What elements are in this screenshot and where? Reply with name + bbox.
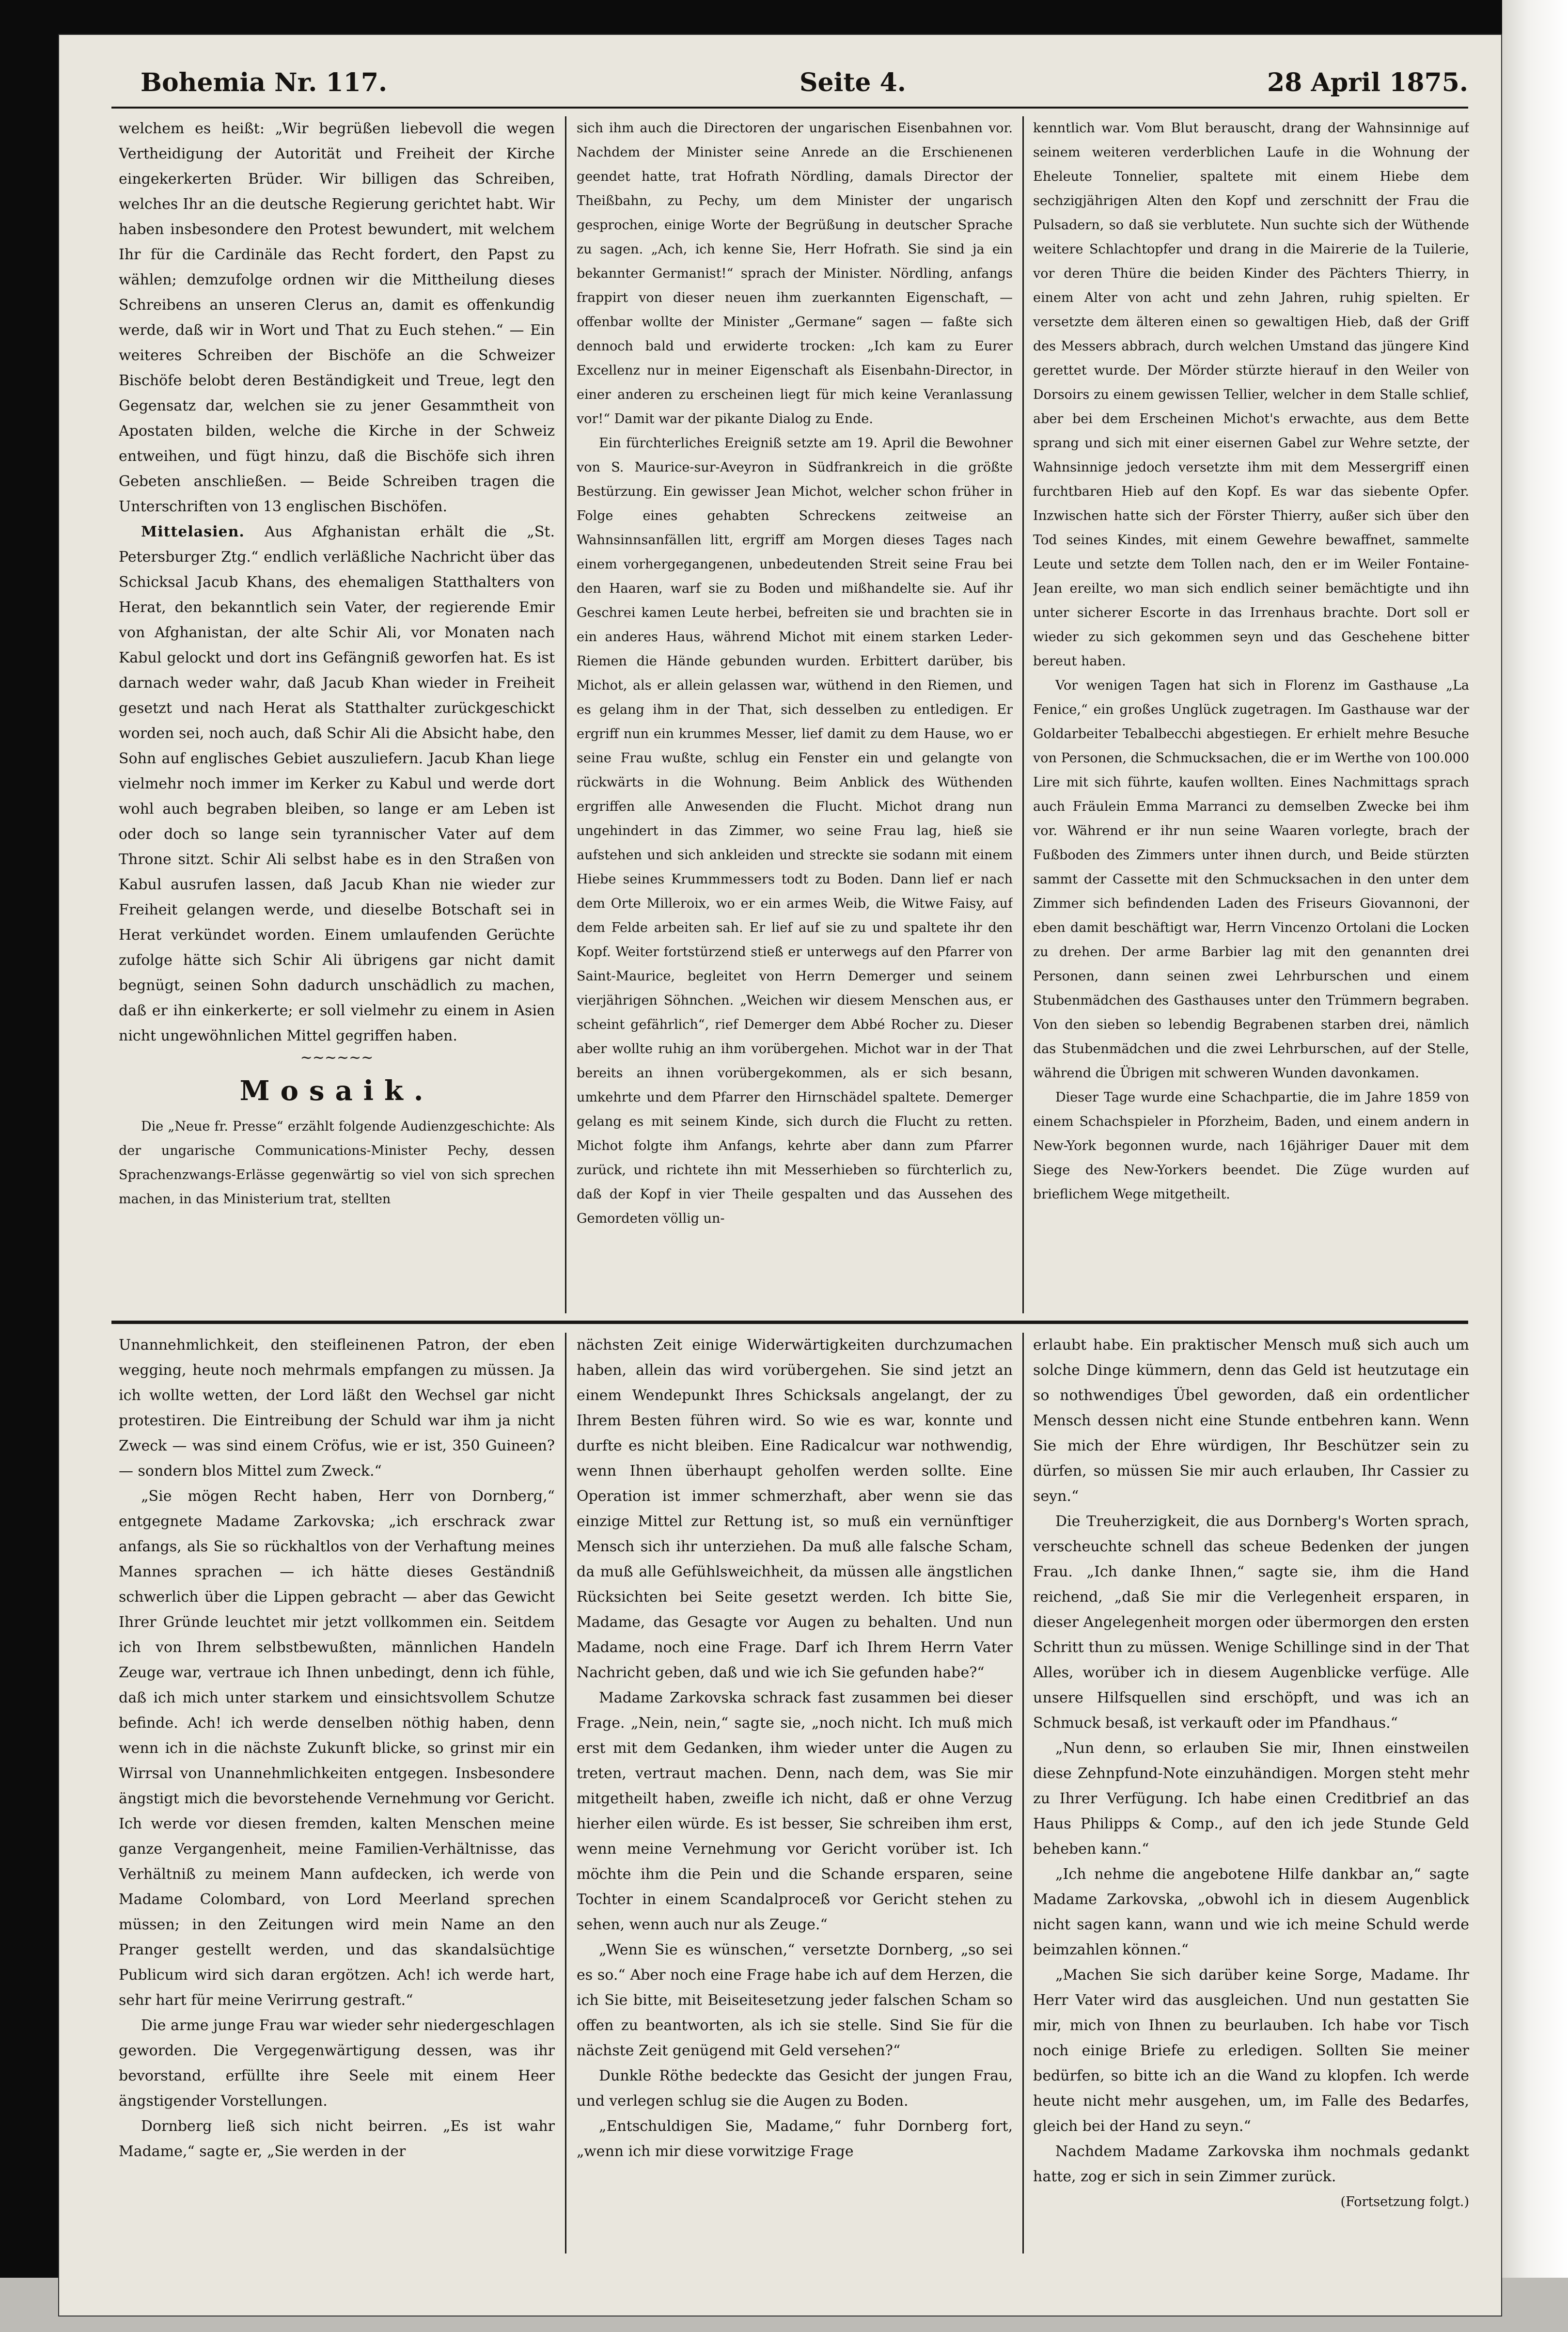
- lower-column-1: [119, 1333, 555, 2253]
- novel-text-8: Dunkle Röthe bedeckte das Gesicht der jungen Frau, und verlegen schlug sie die Augen zu Boden.: [577, 2067, 1013, 2110]
- aveyron-murders-continued: kenntlich war. Vom Blut berauscht, drang der Wahnsinnige auf seinem weiteren verderblichen Laufe in die Wohnung der Eheleute Tonnelier, spaltete mit einem Hiebe dem sechzigjährigen Alten den Kopf und zerschnitt der Frau die Pulsadern, so daß sie verblutete. Nun suchte sich der Wüthende weitere Schlachtopfer und drang in die Mairerie de la Tuilerie, vor deren Thüre die beiden Kinder des Pächters Thierry, in einem Alter von acht und zehn Jahren, ruhig spielten. Er versetzte dem älteren einen so gewaltigen Hieb, daß der Griff des Messers abbrach, durch welchen Umstand das jüngere Kind gerettet wurde. Der Mörder stürzte hierauf in den Weiler von Dorsoirs zu einem gewissen Tellier, welcher in dem Stalle schlief, aber bei dem Erscheinen Michot's erwachte, aus dem Bette sprang und sich mit einer eisernen Gabel zur Wehre setzte, der Wahnsinnige jedoch versetzte ihm mit dem Messergriff einen furchtbaren Hieb auf den Kopf. Es war das siebente Opfer. Inzwischen hatte sich der Förster Thierry, außer sich über den Tod seines Kindes, mit einem Gewehre bewaffnet, sammelte Leute und setzte dem Tollen nach, den er im Weiler Fontaine-Jean ereilte, wo man sich endlich seiner bemächtigte und ihn unter sicherer Escorte in das Irrenhaus brachte. Dort soll er wieder zu sich gekommen seyn und das Geschehene bitter bereut haben.: [1033, 121, 1469, 669]
- novel-text-3: Die arme junge Frau war wieder sehr niedergeschlagen geworden. Die Vergegenwärtigung dessen, was ihr bevorstand, erfüllte ihre Seele mit einem Heer ängstigender Vorstellungen.: [119, 2017, 555, 2110]
- bishops-letter-text: welchem es heißt: „Wir begrüßen liebevoll die wegen Vertheidigung der Autorität und Freiheit der Kirche eingekerkerten Brüder. Wir billigen das Schreiben, welches Ihr an die deutsche Regierung gerichtet habt. Wir haben insbesondere den Protest bewundert, mit welchem Ihr für die Cardinäle das Recht fordert, den Papst zu wählen; demzufolge ordnen wir die Mittheilung dieses Schreibens an unseren Clerus an, damit es offenkundig werde, daß wir in Wort und That zu Euch stehen.“ — Ein weiteres Schreiben der Bischöfe an die Schweizer Bischöfe belobt deren Beständigkeit und Treue, legt den Gegensatz dar, welchen sie zu jener Gesammtheit von Apostaten bilden, welche die Kirche in der Schweiz entweihen, und fügt hinzu, daß die Bischöfe sich ihren Gebeten anschließen. — Beide Schreiben tragen die Unterschriften von 13 englischen Bischöfen.: [119, 120, 555, 515]
- novel-text-13: „Ich nehme die angebotene Hilfe dankbar an,“ sagte Madame Zarkovska, „obwohl ich in diesem Augenblick nicht sagen kann, wann und wie ich meine Schuld werde beimzahlen können.“: [1033, 1866, 1469, 1958]
- feuilleton-divider-rule: [111, 1321, 1468, 1324]
- novel-text-15: Nachdem Madame Zarkovska ihm nochmals gedankt hatte, zog er sich in sein Zimmer zurück.: [1033, 2143, 1469, 2185]
- newspaper-page: [58, 34, 1502, 2316]
- novel-text-4: Dornberg ließ sich nicht beirren. „Es ist wahr Madame,“ sagte er, „Sie werden in der: [119, 2118, 555, 2160]
- masthead-page-number: Seite 4.: [800, 68, 906, 97]
- novel-text-6: Madame Zarkovska schrack fast zusammen bei dieser Frage. „Nein, nein,“ sagte sie, „noch nicht. Ich muß mich erst mit dem Gedanken, ihm wieder unter die Augen zu treten, vertraut machen. Denn, nach dem, was Sie mir mitgetheilt haben, zweifle ich nicht, daß er ohne Verzug hierher eilen würde. Es ist besser, Sie schreiben ihm erst, wenn meine Vernehmung vor Gericht vorüber ist. Ich möchte ihm die Pein und die Schande ersparen, seine Tochter in einem Scandalproceß vor Gericht stehen zu sehen, wenn auch nur als Zeuge.“: [577, 1689, 1013, 1933]
- scan-margin-right: [1502, 0, 1568, 2332]
- column-rule-upper-1: [565, 116, 566, 1313]
- novel-text-1: Unannehmlichkeit, den steifleinenen Patron, der eben wegging, heute noch mehrmals empfangen zu müssen. Ja ich wollte wetten, der Lord läßt den Wechsel gar nicht protestiren. Die Eintreibung der Schuld war ihm ja nicht Zweck — was sind einem Cröfus, wie er ist, 350 Guineen? — sondern blos Mittel zum Zweck.“: [119, 1337, 555, 1480]
- upper-column-1: [119, 116, 555, 1313]
- lower-column-2: [577, 1333, 1013, 2253]
- chess-game-text: Dieser Tage wurde eine Schachpartie, die im Jahre 1859 von einem Schachspieler in Pforzheim, Baden, und einem andern in New-York begonnen wurde, nach 16jähriger Dauer mit dem Siege des New-Yorkers beendet. Die Züge wurden auf brieflichem Wege mitgetheilt.: [1033, 1090, 1469, 1202]
- to-be-continued-note: (Fortsetzung folgt.): [1340, 2194, 1469, 2209]
- masthead-date: 28 April 1875.: [1267, 68, 1468, 97]
- section-divider-ornament: ∼∼∼∼∼∼: [300, 1049, 374, 1066]
- masthead: [111, 63, 1468, 102]
- novel-text-7: „Wenn Sie es wünschen,“ versetzte Dornberg, „so sei es so.“ Aber noch eine Frage habe ich auf dem Herzen, die ich Sie bitte, mit Beiseitesetzung jeder falschen Scham so offen zu beantworten, als ich sie stelle. Sind Sie für die nächste Zeit genügend mit Geld versehen?“: [577, 1941, 1013, 2059]
- header-rule: [111, 107, 1468, 109]
- novel-text-10: erlaubt habe. Ein praktischer Mensch muß sich auch um solche Dinge kümmern, denn das Geld ist heutzutage ein so nothwendiges Übel geworden, daß ein ordentlicher Mensch dessen nicht eine Stunde entbehren kann. Wenn Sie mich der Ehre würdigen, Ihr Beschützer sein zu dürfen, so müssen Sie mir auch erlauben, Ihr Cassier zu seyn.“: [1033, 1337, 1469, 1505]
- mittelasien-text: Aus Afghanistan erhält die „St. Petersburger Ztg.“ endlich verläßliche Nachricht über das Schicksal Jacub Khans, des ehemaligen Statthalters von Herat, den bekanntlich sein Vater, der regierende Emir von Afghanistan, der alte Schir Ali, vor Monaten nach Kabul gelockt und dort ins Gefängniß geworfen hat. Es ist darnach weder wahr, daß Jacub Khan wieder in Freiheit gesetzt und nach Herat als Statthalter zurückgeschickt worden sei, noch auch, daß Schir Ali die Absicht habe, den Sohn auf englisches Gebiet auszuliefern. Jacub Khan liege vielmehr noch immer im Kerker zu Kabul und werde dort wohl auch begraben bleiben, so lange er am Leben ist oder doch so lange sein tyrannischer Vater auf dem Throne sitzt. Schir Ali selbst habe es in den Straßen von Kabul ausrufen lassen, daß Jacub Khan nie wieder zur Freiheit gelangen werde, und dieselbe Botschaft sei in Herat verkündet worden. Einem umlaufenden Gerüchte zufolge hätte sich Schir Ali übrigens gar nicht damit begnügt, seinen Sohn dadurch unschädlich zu machen, daß er ihn einkerkerte; er soll vielmehr zu einem in Asien nicht ungewöhnlichen Mittel gegriffen haben.: [119, 523, 555, 1044]
- column-rule-lower-1: [565, 1333, 566, 2253]
- section-heading-mosaik: Mosaik.: [239, 1075, 434, 1107]
- masthead-paper-issue: Bohemia Nr. 117.: [141, 68, 388, 97]
- novel-text-2: „Sie mögen Recht haben, Herr von Dornberg,“ entgegnete Madame Zarkovska; „ich erschrack zwar anfangs, als Sie so rückhaltlos von der Verhaftung meines Mannes sprachen — ich hätte dieses Geständniß schwerlich über die Lippen gebracht — aber das Gewicht Ihrer Gründe leuchtet mir jetzt vollkommen ein. Seitdem ich von Ihrem selbstbewußten, männlichen Handeln Zeuge war, vertraue ich Ihnen unbedingt, denn ich fühle, daß ich mich unter starkem und einsichtsvollem Schutze befinde. Ach! ich werde denselben nöthig haben, denn wenn ich in die nächste Zukunft blicke, so grinst mir ein Wirrsal von Unannehmlichkeiten entgegen. Insbesondere ängstigt mich die bevorstehende Vernehmung vor Gericht. Ich werde vor diesen fremden, kalten Menschen meine ganze Vergangenheit, meine Familien-Verhältnisse, das Verhältniß zu meinem Mann aufdecken, ich werde von Madame Colombard, von Lord Meerland sprechen müssen; in den Zeitungen wird mein Name an den Pranger gestellt werden, und das skandalsüchtige Publicum wird sich daran ergötzen. Ach! ich werde hart, sehr hart für meine Verirrung gestraft.“: [119, 1488, 555, 2009]
- aveyron-murders-text: Ein fürchterliches Ereigniß setzte am 19. April die Bewohner von S. Maurice-sur-Aveyron in Südfrankreich in die größte Bestürzung. Ein gewisser Jean Michot, welcher schon früher in Folge eines gehabten Schreckens zeitweise an Wahnsinnsanfällen litt, ergriff am Morgen dieses Tages nach einem vorhergegangenen, unbedeutenden Streit seine Frau bei den Haaren, warf sie zu Boden und mißhandelte sie. Auf ihr Geschrei kamen Leute herbei, befreiten sie und brachten sie in ein anderes Haus, während Michot mit einem starken Leder-Riemen die Hände gebunden wurden. Erbittert darüber, bis Michot, als er allein gelassen war, wüthend in den Riemen, und es gelang ihm in der That, sich desselben zu entledigen. Er ergriff nun ein krummes Messer, lief damit zu dem Hause, wo er seine Frau wußte, schlug ein Fenster ein und gelangte von rückwärts in die Wohnung. Beim Anblick des Wüthenden ergriffen alle Anwesenden die Flucht. Michot drang nun ungehindert in das Zimmer, wo seine Frau lag, hieß sie aufstehen und sich ankleiden und streckte sie sodann mit einem Hiebe seines Krummmessers todt zu Boden. Dann lief er nach dem Orte Milleroix, wo er ein armes Weib, die Witwe Faisy, auf dem Felde arbeiten sah. Er lief auf sie zu und spaltete ihr den Kopf. Weiter fortstürzend stieß er unterwegs auf den Pfarrer von Saint-Maurice, begleitet von Herrn Demerger und seinem vierjährigen Söhnchen. „Weichen wir diesem Menschen aus, er scheint gefährlich“, rief Demerger dem Abbé Rocher zu. Dieser aber wollte ruhig an ihm vorübergehen. Michot war in der That bereits an ihnen vorübergekommen, als er sich besann, umkehrte und dem Pfarrer den Hirnschädel spaltete. Demerger gelang es mit seinem Kinde, sich durch die Flucht zu retten. Michot folgte ihm Anfangs, kehrte aber dann zum Pfarrer zurück, und richtete ihn mit Messerhieben so fürchterlich zu, daß der Kopf in vier Theile gespalten und das Aussehen des Gemordeten völlig un-: [577, 436, 1013, 1226]
- audienz-story-text: sich ihm auch die Directoren der ungarischen Eisenbahnen vor. Nachdem der Minister seine Anrede an die Erschienenen geendet hatte, trat Hofrath Nördling, damals Director der Theißbahn, zu Pechy, um dem Minister der ungarisch gesprochen, einige Worte der Begrüßung in deutscher Sprache zu sagen. „Ach, ich kenne Sie, Herr Hofrath. Sie sind ja ein bekannter Germanist!“ sprach der Minister. Nördling, anfangs frappirt von dieser neuen ihm zuerkannten Eigenschaft, — offenbar wollte der Minister „Germane“ sagen — faßte sich dennoch bald und erwiderte trocken: „Ich kam zu Eurer Excellenz nur in meiner Eigenschaft als Eisenbahn-Director, in einer anderen zu erscheinen liegt für mich keine Veranlassung vor!“ Damit war der pikante Dialog zu Ende.: [577, 121, 1013, 426]
- novel-text-9: „Entschuldigen Sie, Madame,“ fuhr Dornberg fort, „wenn ich mir diese vorwitzige Frage: [577, 2118, 1013, 2160]
- novel-text-5: nächsten Zeit einige Widerwärtigkeiten durchzumachen haben, allein das wird vorübergehen. Sie sind jetzt an einem Wendepunkt Ihres Schicksals angelangt, der zu Ihrem Besten führen wird. So wie es war, konnte und durfte es nicht bleiben. Eine Radicalcur war nothwendig, wenn Ihnen überhaupt geholfen werden sollte. Eine Operation ist immer schmerzhaft, aber wenn sie das einzige Mittel zur Rettung ist, so muß ein vernünftiger Mensch sich ihr unterziehen. Da muß alle falsche Scham, da muß alle Gefühlsweichheit, da müssen alle ängstlichen Rücksichten bei Seite gesetzt werden. Ich bitte Sie, Madame, das Gesagte vor Augen zu behalten. Und nun Madame, noch eine Frage. Darf ich Ihrem Herrn Vater Nachricht geben, daß und wie ich Sie gefunden habe?“: [577, 1337, 1013, 1681]
- florenz-accident-text: Vor wenigen Tagen hat sich in Florenz im Gasthause „La Fenice,“ ein großes Unglück zugetragen. Im Gasthause war der Goldarbeiter Tebalbecchi abgestiegen. Er erhielt mehre Besuche von Personen, die Schmucksachen, die er im Werthe von 100.000 Lire mit sich führte, kaufen wollten. Eines Nachmittags sprach auch Fräulein Emma Marranci zu demselben Zwecke bei ihm vor. Während er ihr nun seine Waaren vorlegte, brach der Fußboden des Zimmers unter ihnen durch, und Beide stürzten sammt der Cassette mit den Schmucksachen in den unter dem Zimmer sich befindenden Laden des Friseurs Giovannoni, der eben damit beschäftigt war, Herrn Vincenzo Ortolani die Locken zu drehen. Der arme Barbier lag mit den genannten drei Personen, dann seinen zwei Lehrburschen und einem Stubenmädchen des Gasthauses unter den Trümmern begraben. Von den sieben so lebendig Begrabenen starben drei, nämlich das Stubenmädchen und die zwei Lehrburschen, auf der Stelle, während die Übrigen mit schweren Wunden davonkamen.: [1033, 678, 1469, 1081]
- lower-column-3: [1033, 1333, 1469, 2253]
- upper-column-3: [1033, 116, 1469, 1313]
- novel-text-12: „Nun denn, so erlauben Sie mir, Ihnen einstweilen diese Zehnpfund-Note einzuhändigen. Morgen steht mehr zu Ihrer Verfügung. Ich habe einen Creditbrief an das Haus Philipps & Comp., auf den ich jede Stunde Geld beheben kann.“: [1033, 1740, 1469, 1858]
- novel-text-11: Die Treuherzigkeit, die aus Dornberg's Worten sprach, verscheuchte schnell das scheue Bedenken der jungen Frau. „Ich danke Ihnen,“ sagte sie, ihm die Hand reichend, „daß Sie mir die Verlegenheit ersparen, in dieser Angelegenheit morgen oder übermorgen den ersten Schritt thun zu müssen. Wenige Schillinge sind in der That Alles, worüber ich in diesem Augenblicke verfüge. Alle unsere Hilfsquellen sind erschöpft, und was ich an Schmuck besaß, ist verkauft oder im Pfandhaus.“: [1033, 1513, 1469, 1732]
- audienz-story-start: Die „Neue fr. Presse“ erzählt folgende Audienzgeschichte: Als der ungarische Communications-Minister Pechy, dessen Sprachenzwangs-Erlässe gegenwärtig so viel von sich sprechen machen, in das Ministerium trat, stellten: [119, 1119, 555, 1207]
- novel-text-14: „Machen Sie sich darüber keine Sorge, Madame. Ihr Herr Vater wird das ausgleichen. Und nun gestatten Sie mir, mich von Ihnen zu beurlauben. Ich habe vor Tisch noch einige Briefe zu erledigen. Sollten Sie meiner bedürfen, so bitte ich an die Wand zu klopfen. Ich werde heute nicht mehr ausgehen, um, im Falle des Bedarfes, gleich bei der Hand zu seyn.“: [1033, 1967, 1469, 2135]
- upper-column-2: [577, 116, 1013, 1313]
- column-rule-upper-2: [1022, 116, 1024, 1313]
- section-heading-mittelasien: Mittelasien.: [141, 523, 245, 540]
- column-rule-lower-2: [1022, 1333, 1024, 2253]
